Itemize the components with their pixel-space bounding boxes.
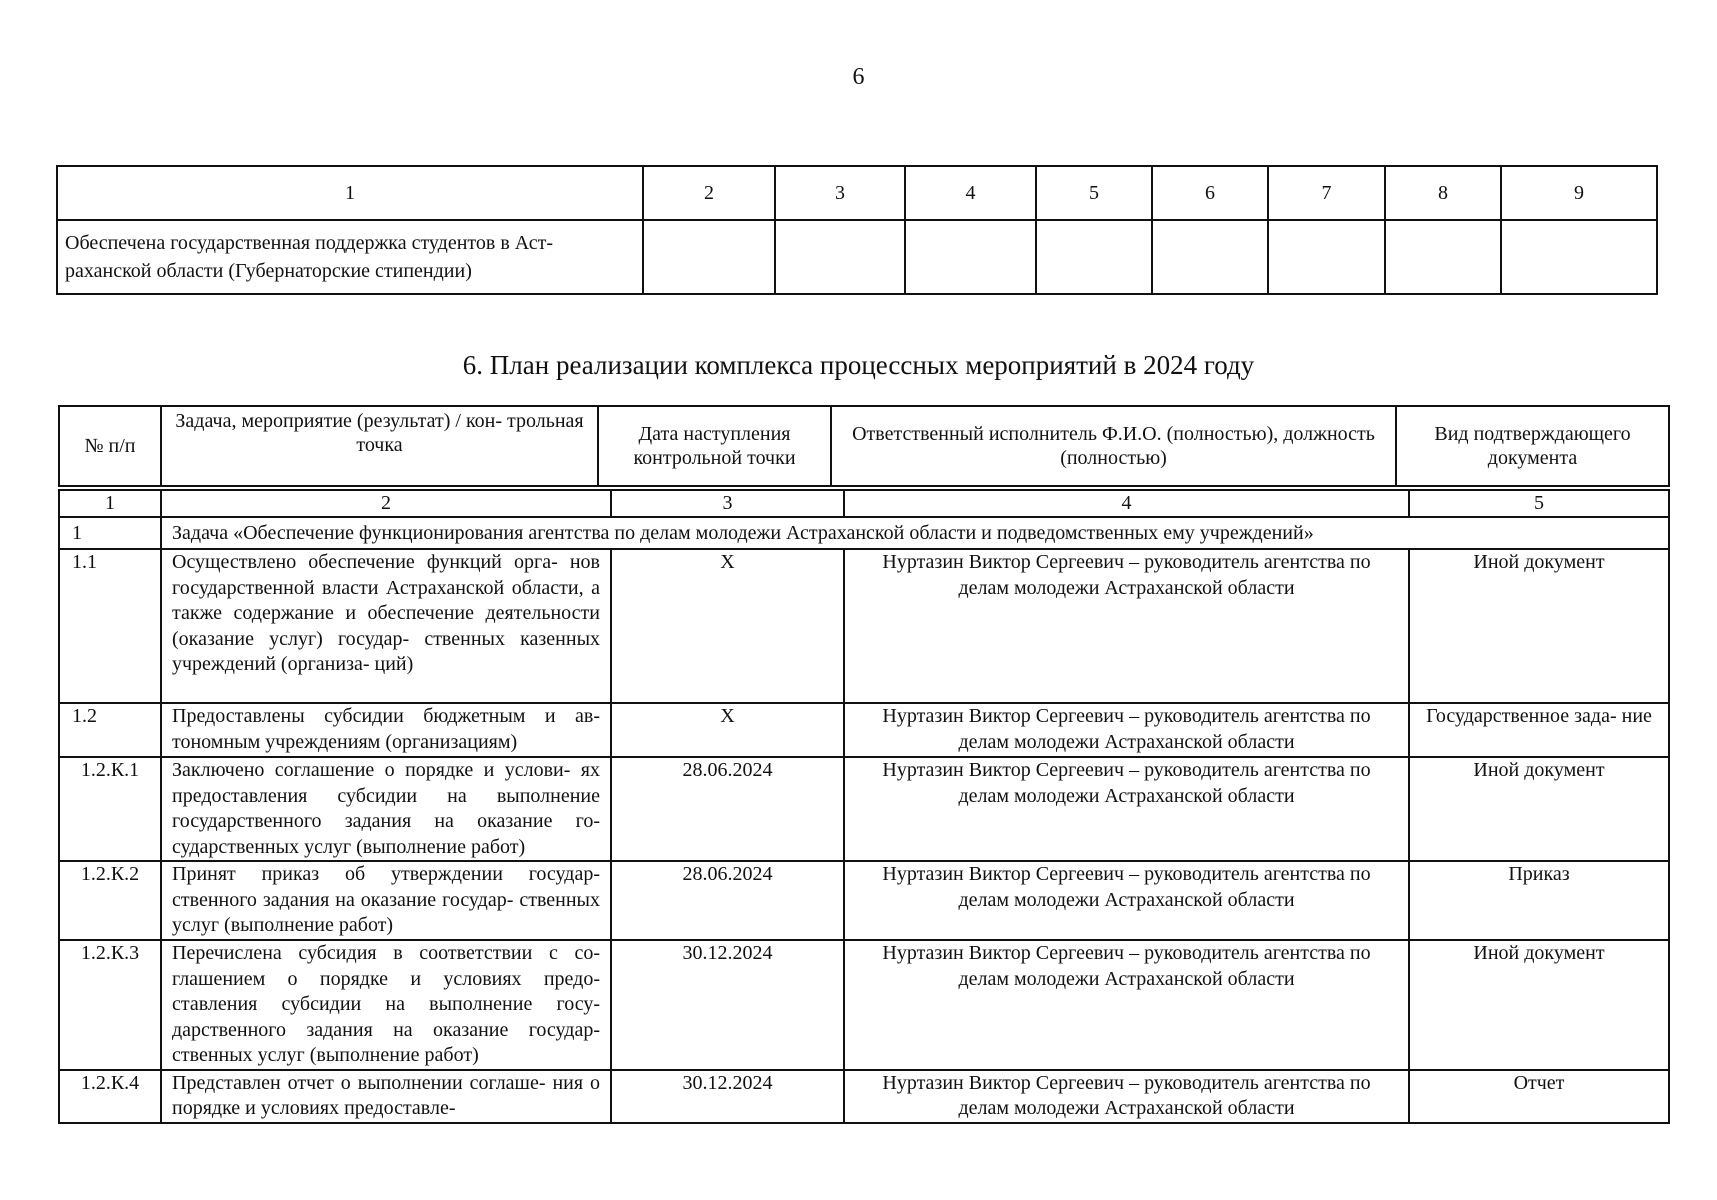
top-table-cell — [1268, 220, 1385, 294]
section-title: 6. План реализации комплекса процессных мероприятий в 2024 году — [462, 350, 1255, 380]
row-date: 30.12.2024 — [611, 1070, 844, 1123]
row-number: 1.2.К.1 — [59, 757, 161, 861]
row-text: Представлен отчет о выполнении соглаше- ния о порядке и условиях предоставле- — [161, 1070, 611, 1123]
row-text: Заключено соглашение о порядке и услови- ях предоставления субсидии на выполнение государственного задания на оказание го- сударственных услуг (выполнение работ) — [161, 757, 611, 861]
row-number: 1.2.К.4 — [59, 1070, 161, 1123]
top-table-col-9: 9 — [1501, 166, 1657, 220]
row-date: 28.06.2024 — [611, 861, 844, 940]
plan-table — [58, 489, 1670, 1124]
row-responsible: Нуртазин Виктор Сергеевич – руководитель агентства по делам молодежи Астраханской области — [844, 549, 1409, 703]
top-table-cell — [1385, 220, 1501, 294]
row-doc: Отчет — [1409, 1070, 1669, 1123]
col-number: 5 — [1409, 490, 1669, 517]
top-table-col-2: 2 — [643, 166, 775, 220]
top-table-cell — [775, 220, 905, 294]
table-row — [59, 1070, 1669, 1123]
page-number: 6 — [852, 64, 865, 90]
row-date: X — [611, 703, 844, 757]
plan-table-header — [58, 405, 1670, 487]
header-no: № п/п — [59, 406, 161, 486]
row-text: Перечислена субсидия в соответствии с со- глашением о порядке и условиях предо- ставления субсидии на выполнение госу- дарственного задания на оказание государ- ственных услуг (выполнение работ) — [161, 940, 611, 1070]
row-doc: Иной документ — [1409, 940, 1669, 1070]
row-date: X — [611, 549, 844, 703]
row-number: 1.2.К.3 — [59, 940, 161, 1070]
table-row — [59, 861, 1669, 940]
table-row — [59, 940, 1669, 1070]
header-date: Дата наступления контрольной точки — [598, 406, 831, 486]
table-row — [59, 703, 1669, 757]
header-responsible: Ответственный исполнитель Ф.И.О. (полностью), должность (полностью) — [831, 406, 1396, 486]
header-task: Задача, мероприятие (результат) / кон- трольная точка — [161, 406, 598, 486]
header-doc: Вид подтверждающего документа — [1396, 406, 1669, 486]
top-table-col-7: 7 — [1268, 166, 1385, 220]
row-responsible: Нуртазин Виктор Сергеевич – руководитель агентства по делам молодежи Астраханской области — [844, 940, 1409, 1070]
top-table-header-row — [57, 166, 1657, 220]
row-text: Предоставлены субсидии бюджетным и ав- тономным учреждениям (организациям) — [161, 703, 611, 757]
top-table-col-3: 3 — [775, 166, 905, 220]
task-row-text: Задача «Обеспечение функционирования агентства по делам молодежи Астраханской области и подведомственных ему учреждений» — [161, 517, 1669, 549]
row-responsible: Нуртазин Виктор Сергеевич – руководитель агентства по делам молодежи Астраханской области — [844, 703, 1409, 757]
top-table-col-6: 6 — [1152, 166, 1268, 220]
row-responsible: Нуртазин Виктор Сергеевич – руководитель агентства по делам молодежи Астраханской области — [844, 861, 1409, 940]
row-text: Принят приказ об утверждении государ- ственного задания на оказание государ- ственных услуг (выполнение работ) — [161, 861, 611, 940]
row-number: 1.2.К.2 — [59, 861, 161, 940]
row-number: 1.2 — [59, 703, 161, 757]
plan-table-header-row — [59, 406, 1669, 486]
top-table-col-8: 8 — [1385, 166, 1501, 220]
col-number: 4 — [844, 490, 1409, 517]
column-numbers-row — [59, 490, 1669, 517]
row-doc: Иной документ — [1409, 549, 1669, 703]
top-table — [56, 165, 1658, 295]
row-responsible: Нуртазин Виктор Сергеевич – руководитель агентства по делам молодежи Астраханской области — [844, 757, 1409, 861]
row-doc: Иной документ — [1409, 757, 1669, 861]
task-row — [59, 517, 1669, 549]
row-date: 28.06.2024 — [611, 757, 844, 861]
task-row-number: 1 — [59, 517, 161, 549]
col-number: 2 — [161, 490, 611, 517]
table-row — [59, 757, 1669, 861]
col-number: 3 — [611, 490, 844, 517]
row-number: 1.1 — [59, 549, 161, 703]
top-table-cell — [1152, 220, 1268, 294]
top-table-cell — [1036, 220, 1152, 294]
top-table-row — [57, 220, 1657, 294]
table-row — [59, 549, 1669, 703]
row-doc: Приказ — [1409, 861, 1669, 940]
top-table-col-5: 5 — [1036, 166, 1152, 220]
top-table-col-4: 4 — [905, 166, 1036, 220]
top-table-cell — [905, 220, 1036, 294]
row-date: 30.12.2024 — [611, 940, 844, 1070]
top-table-row-text: Обеспечена государственная поддержка студентов в Аст- раханской области (Губернаторские стипендии) — [57, 220, 643, 294]
row-responsible: Нуртазин Виктор Сергеевич – руководитель агентства по делам молодежи Астраханской области — [844, 1070, 1409, 1123]
top-table-cell — [643, 220, 775, 294]
col-number: 1 — [59, 490, 161, 517]
top-table-cell — [1501, 220, 1657, 294]
row-text: Осуществлено обеспечение функций орга- нов государственной власти Астраханской области, а также содержание и обеспечение деятельности (оказание услуг) государ- ственных казенных учреждений (организа- ций) — [161, 549, 611, 703]
top-table-col-1: 1 — [57, 166, 643, 220]
row-doc: Государственное зада- ние — [1409, 703, 1669, 757]
